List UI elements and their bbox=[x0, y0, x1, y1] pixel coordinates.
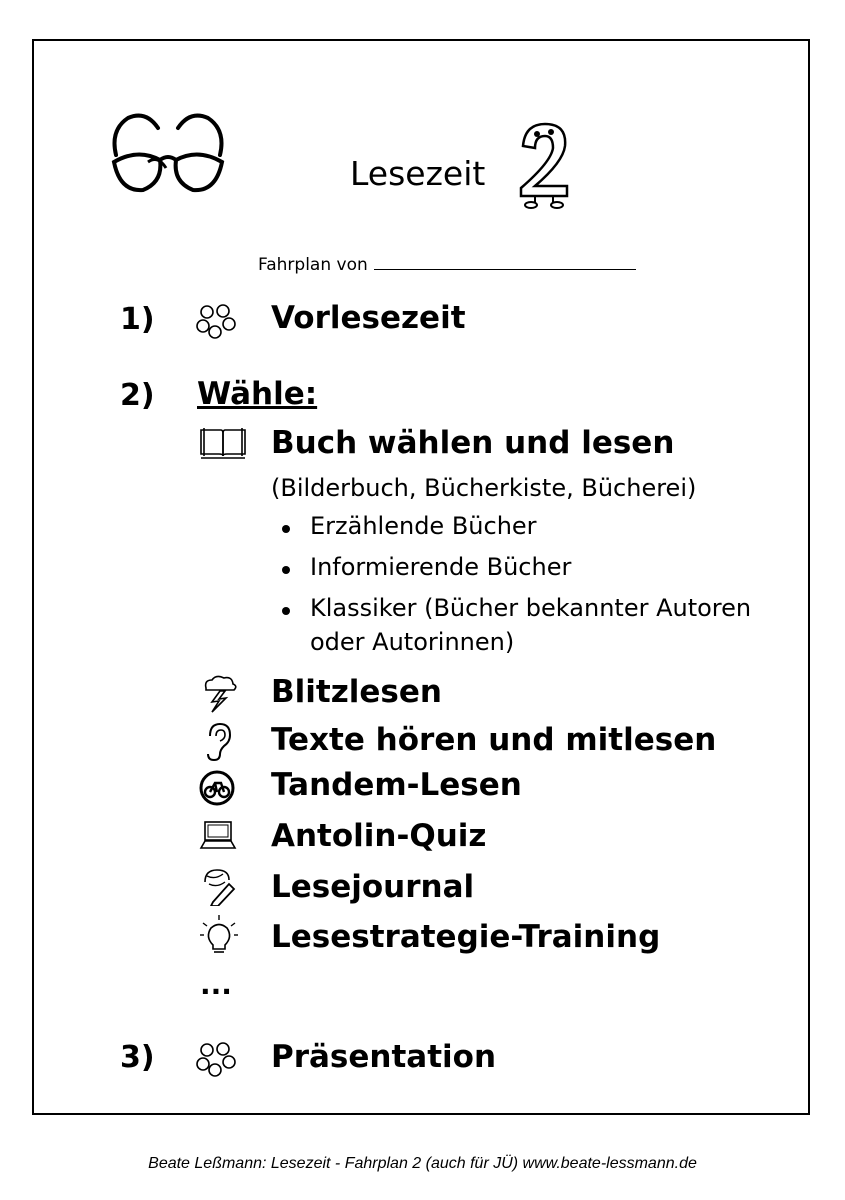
more-ellipsis: ... bbox=[200, 968, 232, 1001]
bullet-klassiker: Klassiker (Bücher bekannter Autoren bbox=[310, 594, 752, 622]
section-number-2: 2) bbox=[120, 378, 155, 413]
number-two-mascot-icon bbox=[515, 118, 575, 210]
pencil-writing-icon bbox=[199, 866, 239, 906]
bullet-dot bbox=[282, 607, 290, 615]
group-faces-icon bbox=[196, 304, 240, 340]
tandem-bike-icon bbox=[199, 770, 235, 806]
bullet-klassiker-cont: oder Autorinnen) bbox=[310, 628, 515, 656]
choice-lesejournal: Lesejournal bbox=[271, 869, 475, 905]
page-title: Lesezeit bbox=[350, 154, 486, 193]
book-icon bbox=[199, 426, 247, 460]
choice-lesestrategie: Lesestrategie-Training bbox=[271, 919, 661, 955]
section-label-vorlesezeit: Vorlesezeit bbox=[271, 300, 466, 336]
bullet-dot bbox=[282, 525, 290, 533]
choice-book-label: Buch wählen und lesen bbox=[271, 425, 675, 461]
fahrplan-label: Fahrplan von bbox=[258, 255, 368, 275]
section-label-praesentation: Präsentation bbox=[271, 1039, 497, 1075]
ear-icon bbox=[204, 722, 234, 762]
choice-antolin-quiz: Antolin-Quiz bbox=[271, 818, 487, 854]
fahrplan-line bbox=[258, 255, 636, 275]
section-label-waehle: Wähle: bbox=[197, 376, 318, 412]
bullet-dot bbox=[282, 566, 290, 574]
group-faces-icon bbox=[196, 1042, 240, 1078]
lightbulb-icon bbox=[199, 915, 239, 957]
bullet-erzaehlende: Erzählende Bücher bbox=[310, 512, 537, 540]
choice-book-sub: (Bilderbuch, Bücherkiste, Bücherei) bbox=[271, 474, 697, 502]
name-blank-line[interactable] bbox=[374, 255, 636, 270]
choice-texte-hoeren: Texte hören und mitlesen bbox=[271, 722, 717, 758]
lightning-cloud-icon bbox=[200, 674, 240, 714]
footer-credit: Beate Leßmann: Lesezeit - Fahrplan 2 (auch für JÜ) www.beate-lessmann.de bbox=[148, 1155, 697, 1172]
choice-blitzlesen: Blitzlesen bbox=[271, 674, 442, 710]
laptop-icon bbox=[199, 820, 237, 852]
section-number-1: 1) bbox=[120, 302, 155, 337]
section-number-3: 3) bbox=[120, 1040, 155, 1075]
glasses-icon bbox=[108, 110, 228, 195]
choice-tandem-lesen: Tandem-Lesen bbox=[271, 767, 522, 803]
bullet-informierende: Informierende Bücher bbox=[310, 553, 572, 581]
